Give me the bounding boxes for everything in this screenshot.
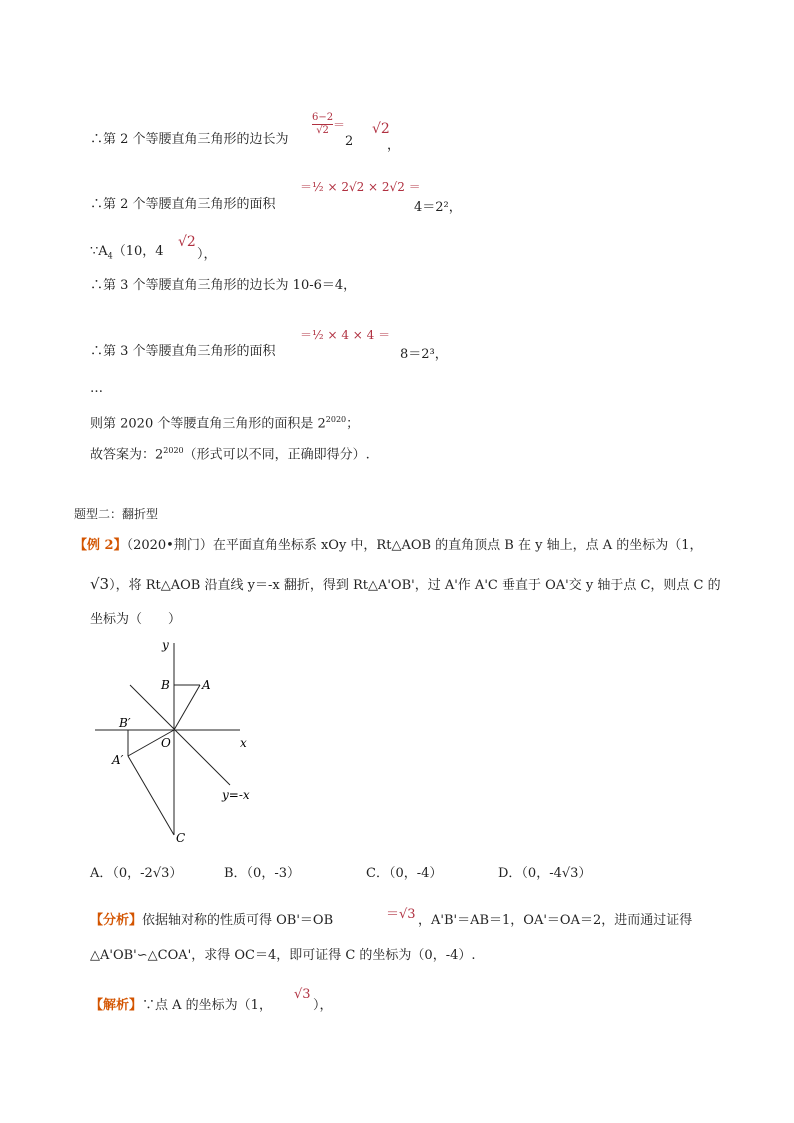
example-line-1 — [74, 537, 703, 555]
sqrt3: √3 — [90, 575, 110, 593]
subscript: 4 — [107, 251, 113, 261]
l1-comma: ， — [387, 138, 401, 153]
option-D[interactable]: D．（0，-4√3） — [498, 866, 592, 881]
l1-tail: 2 — [345, 134, 354, 149]
line-side-3 — [90, 277, 356, 295]
label-A: A — [202, 678, 211, 692]
analysis-line-1b: ，A'B'＝AB＝1，OA'＝OA＝2，进而通过证得 — [418, 913, 693, 928]
text: （10，4 — [112, 244, 164, 259]
frac-num: 6−2 — [312, 112, 334, 123]
analysis-line-2 — [90, 947, 476, 965]
label-C: C — [176, 831, 186, 845]
line-y-neg-x — [130, 685, 230, 785]
solution-line-1b: ）， — [313, 998, 333, 1013]
text: 坐标为（ ） — [90, 612, 182, 627]
line-2020 — [90, 411, 359, 433]
example-tag: 【例 2】 — [74, 538, 127, 553]
section-title: 题型二：翻折型 — [74, 507, 159, 521]
line-side-2 — [90, 131, 289, 149]
option-C[interactable]: C．（0，-4） — [366, 866, 443, 881]
superscript: 2020 — [325, 415, 347, 424]
label-x: x — [240, 736, 247, 750]
segment-ApC — [128, 756, 174, 835]
text: （形式可以不同，正确即得分）. — [183, 447, 370, 463]
frac-den: √2 — [316, 125, 329, 136]
analysis-tag: 【分析】 — [90, 913, 143, 928]
l5-tail: 8＝2³， — [400, 347, 448, 362]
geometry-figure — [90, 635, 290, 845]
text: ； — [346, 416, 360, 432]
text: ∵A — [90, 244, 108, 259]
label-O: O — [161, 736, 171, 750]
analysis-math: ＝√3 — [386, 907, 416, 922]
sqrt2-b: √2 — [178, 234, 196, 250]
area-expr-2: ＝½ × 2√2 × 2√2 ＝ — [300, 180, 421, 194]
solution-math: √3 — [294, 987, 311, 1002]
text: 则第 2020 个等腰直角三角形的面积是 2 — [90, 416, 326, 432]
text: ∴第 3 个等腰直角三角形的面积 — [90, 344, 276, 359]
label-B: B — [161, 678, 170, 692]
superscript: 2020 — [163, 446, 184, 455]
text: … — [90, 381, 103, 396]
line-area-3 — [90, 343, 276, 361]
line-area-2 — [90, 196, 276, 214]
analysis-line-1 — [90, 912, 333, 930]
option-A[interactable]: A．（0，-2√3） — [90, 866, 183, 881]
label-line: y=-x — [222, 788, 250, 802]
text: ∵点 A 的坐标为（1， — [142, 998, 272, 1013]
text: 依据轴对称的性质可得 OB'＝OB — [142, 913, 334, 928]
text: ∴第 3 个等腰直角三角形的边长为 10-6＝4， — [90, 278, 357, 293]
solution-tag: 【解析】 — [90, 998, 143, 1013]
text: ∴第 2 个等腰直角三角形的面积 — [90, 197, 276, 212]
segment-OA — [174, 685, 200, 730]
answer-line — [90, 442, 370, 464]
fraction-expr — [312, 112, 333, 137]
sqrt2-a: √2 — [372, 121, 390, 137]
equals: ＝ — [333, 118, 346, 132]
label-Bp: B′ — [119, 716, 131, 730]
l2-tail: 4＝2²， — [414, 200, 462, 215]
example-line-3 — [90, 611, 181, 629]
text: ），将 Rt△AOB 沿直线 y＝-x 翻折，得到 Rt△A'OB'，过 A'作 A'C 垂直于 OA'交 y 轴于点 C，则点 C 的 — [109, 578, 721, 593]
example-line-2 — [90, 575, 721, 595]
l3-tail: ）， — [197, 247, 217, 262]
line-a4 — [90, 243, 164, 266]
label-y: y — [162, 638, 169, 652]
label-Ap: A′ — [112, 753, 124, 767]
text: △A'OB'∽△COA'，求得 OC＝4，即可证得 C 的坐标为（0，-4）. — [90, 948, 476, 963]
option-B[interactable]: B．（0，-3） — [224, 866, 300, 881]
text: ∴第 2 个等腰直角三角形的边长为 — [90, 132, 289, 147]
area-expr-3: ＝½ × 4 × 4 ＝ — [300, 328, 391, 342]
ellipsis — [90, 380, 103, 398]
solution-line-1 — [90, 997, 272, 1015]
text: （2020•荆门）在平面直角坐标系 xOy 中，Rt△AOB 的直角顶点 B 在 y 轴上，点 A 的坐标为（1， — [126, 538, 703, 553]
text: 故答案为：2 — [90, 447, 164, 463]
